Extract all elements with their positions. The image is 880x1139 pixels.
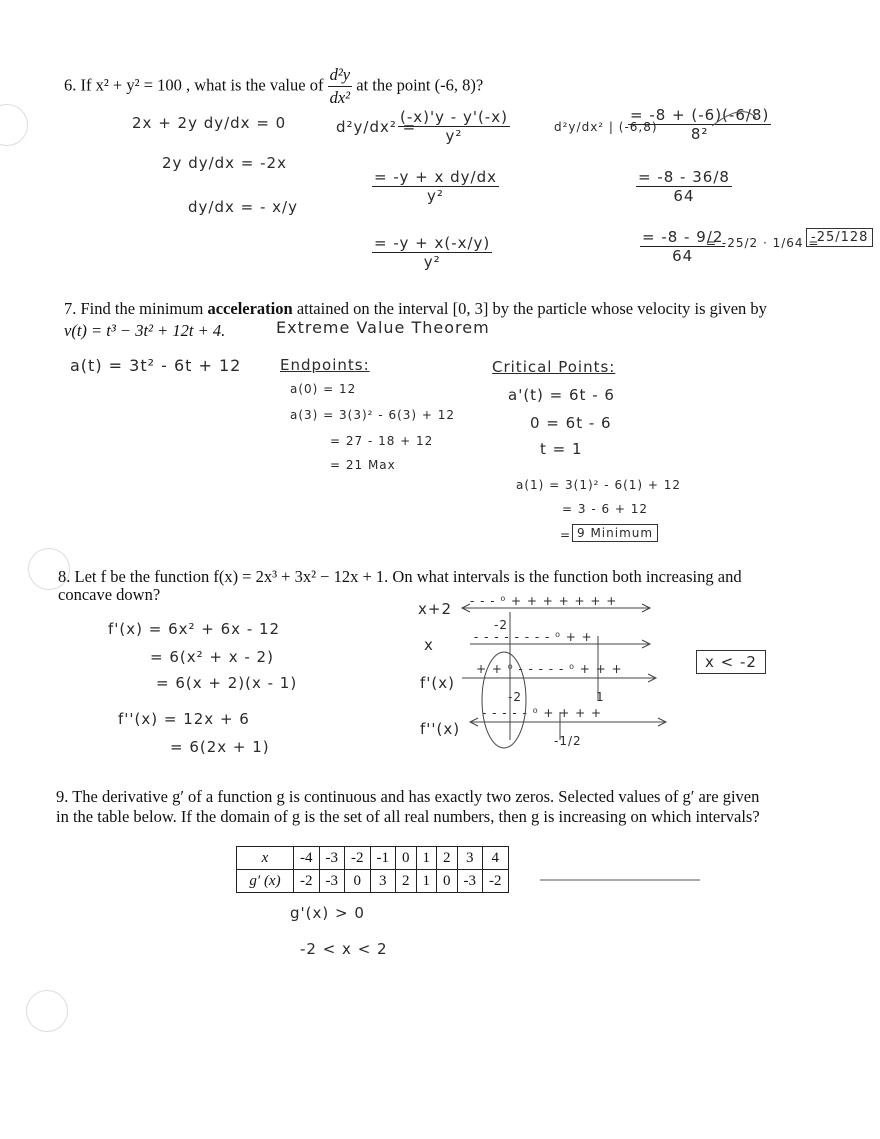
q9-table-row-x — [237, 847, 509, 870]
q7-critical-3: t = 1 — [540, 440, 583, 458]
q8-deriv-3: = 6(x + 2)(x - 1) — [156, 674, 298, 692]
q9-prompt-b: in the table below. If the domain of g is the set of all real numbers, then g is increasing on which intervals? — [56, 807, 760, 826]
q9-table-cell: 1 — [416, 870, 437, 893]
q9-table-cell: -3 — [319, 847, 345, 870]
q9-table-header-g: g′ (x) — [237, 870, 294, 893]
q8-row1-mark: -2 — [494, 618, 508, 632]
q6-work-4-den: y² — [445, 127, 463, 145]
q6-prompt-text-a: 6. If x² + y² = 100 , what is the value of — [64, 75, 324, 95]
q6-work-6-num: = -y + x(-x/y) — [374, 234, 491, 252]
q8-row2-signs: - - - - - - - - ⁰ + + — [474, 630, 593, 644]
q7-critical-4: a(1) = 3(1)² - 6(1) + 12 — [516, 478, 682, 492]
q7-endpoint-4: = 21 Max — [330, 458, 396, 472]
q9-table-cell: 2 — [396, 870, 417, 893]
q9-table-cell: -2 — [483, 870, 509, 893]
q8-prompt-a: 8. Let f be the function f(x) = 2x³ + 3x² − 12x + 1. On what intervals is the function both increasing and — [58, 567, 742, 586]
q9-table-row-g — [237, 870, 509, 893]
q6-work-5-den: y² — [427, 187, 444, 205]
q7-critical-2: 0 = 6t - 6 — [530, 414, 612, 432]
q6-frac-den: dx² — [329, 88, 351, 107]
q6-work-5-num: = -y + x dy/dx — [374, 168, 497, 186]
q6-answer-box: -25/128 — [806, 228, 873, 247]
q6-work-1: 2x + 2y dy/dx = 0 — [132, 114, 287, 132]
q9-table-cell: 0 — [437, 870, 458, 893]
q8-deriv-1: f'(x) = 6x² + 6x - 12 — [108, 620, 281, 638]
q8-row3-signs: + + ⁰ - - - - - ⁰ + + + — [476, 662, 623, 676]
q6-arrow-curl — [712, 112, 756, 126]
q8-row1-label: x+2 — [418, 600, 452, 618]
q6-work-4-lhs: d²y/dx² = — [336, 118, 417, 136]
q7-prompt-text-b: attained on the interval [0, 3] by the particle whose velocity is given by — [296, 299, 767, 318]
q7-velocity: v(t) = t³ − 3t² + 12t + 4. — [64, 321, 226, 340]
q8-deriv-4: f''(x) = 12x + 6 — [118, 710, 250, 728]
q7-critical-1: a'(t) = 6t - 6 — [508, 386, 615, 404]
q6-work-8-num: = -8 - 36/8 — [638, 168, 730, 186]
q9-prompt-a: 9. The derivative g′ of a function g is continuous and has exactly two zeros. Selected values of g′ are given — [56, 787, 760, 806]
q9-work-1: g'(x) > 0 — [290, 904, 365, 922]
q6-prompt-text-b: at the point (-6, 8)? — [356, 75, 484, 95]
q8-row4-label: f''(x) — [420, 720, 461, 738]
q7-critical-title: Critical Points: — [492, 358, 616, 376]
q6-work-10: = -25/2 · 1/64 = — [706, 236, 820, 250]
q8-row4-signs: - - - - - ⁰ + + + + — [482, 706, 603, 720]
q6-work-9-num: = -8 - 9/2 — [642, 228, 724, 246]
q7-critical-6-eq: = — [560, 528, 572, 542]
q6-work-7-den: 8² — [690, 125, 709, 143]
q9-table-cell: 2 — [437, 847, 458, 870]
q8-deriv-5: = 6(2x + 1) — [170, 738, 270, 756]
q9-table-cell: 4 — [483, 847, 509, 870]
q6-work-7-lhs: d²y/dx² | (-6,8) — [554, 120, 658, 134]
q7-prompt-text-a: 7. Find the minimum — [64, 299, 204, 318]
q6-work-2: 2y dy/dx = -2x — [162, 154, 287, 172]
q6-work-6-den: y² — [423, 253, 441, 271]
q7-a-of-t: a(t) = 3t² - 6t + 12 — [70, 356, 242, 375]
q6-work-7-num: = -8 + (-6)(-6/8) — [630, 106, 770, 124]
q9-table-cell: -3 — [457, 870, 483, 893]
q8-row3-mark-b: 1 — [596, 690, 605, 704]
q9-work-2: -2 < x < 2 — [300, 940, 388, 958]
q9-table-cell: -2 — [294, 870, 320, 893]
q8-row3-mark-a: -2 — [508, 690, 522, 704]
q6-work-4-num: (-x)'y - y'(-x) — [400, 108, 508, 126]
q7-endpoint-3: = 27 - 18 + 12 — [330, 434, 434, 448]
q7-prompt-bold: acceleration — [207, 299, 293, 318]
q9-value-table — [236, 846, 509, 893]
q7-endpoint-1: a(0) = 12 — [290, 382, 357, 396]
q8-row4-mark: -1/2 — [554, 734, 582, 748]
q7-endpoint-2: a(3) = 3(3)² - 6(3) + 12 — [290, 408, 456, 422]
q9-table-header-x: x — [237, 847, 294, 870]
q9-table-cell: 0 — [345, 870, 371, 893]
q6-work-3: dy/dx = - x/y — [188, 198, 298, 216]
q9-table-cell: 0 — [396, 847, 417, 870]
q9-table-cell: 3 — [370, 870, 396, 893]
q9-table-cell: -1 — [370, 847, 396, 870]
q8-row2-label: x — [424, 636, 434, 654]
q8-answer-box: x < -2 — [696, 650, 766, 674]
q8-row1-signs: - - - ⁰ + + + + + + + — [470, 594, 618, 608]
q6-frac-num: d²y — [328, 64, 353, 87]
q8-deriv-2: = 6(x² + x - 2) — [150, 648, 274, 666]
q7-critical-5: = 3 - 6 + 12 — [562, 502, 649, 516]
q9-table-cell: -4 — [294, 847, 320, 870]
q9-table-cell: -3 — [319, 870, 345, 893]
q8-highlight-oval — [482, 652, 526, 748]
q7-theorem-note: Extreme Value Theorem — [276, 318, 490, 337]
q8-prompt-b: concave down? — [58, 585, 161, 604]
q9-table-cell: -2 — [345, 847, 371, 870]
q7-endpoints-title: Endpoints: — [280, 356, 370, 374]
q6-work-9-den: 64 — [672, 247, 694, 265]
q9-table-cell: 3 — [457, 847, 483, 870]
q7-minimum-answer: 9 Minimum — [572, 524, 658, 542]
q8-row3-label: f'(x) — [420, 674, 455, 692]
q6-work-8-den: 64 — [673, 187, 695, 205]
q9-table-cell: 1 — [416, 847, 437, 870]
